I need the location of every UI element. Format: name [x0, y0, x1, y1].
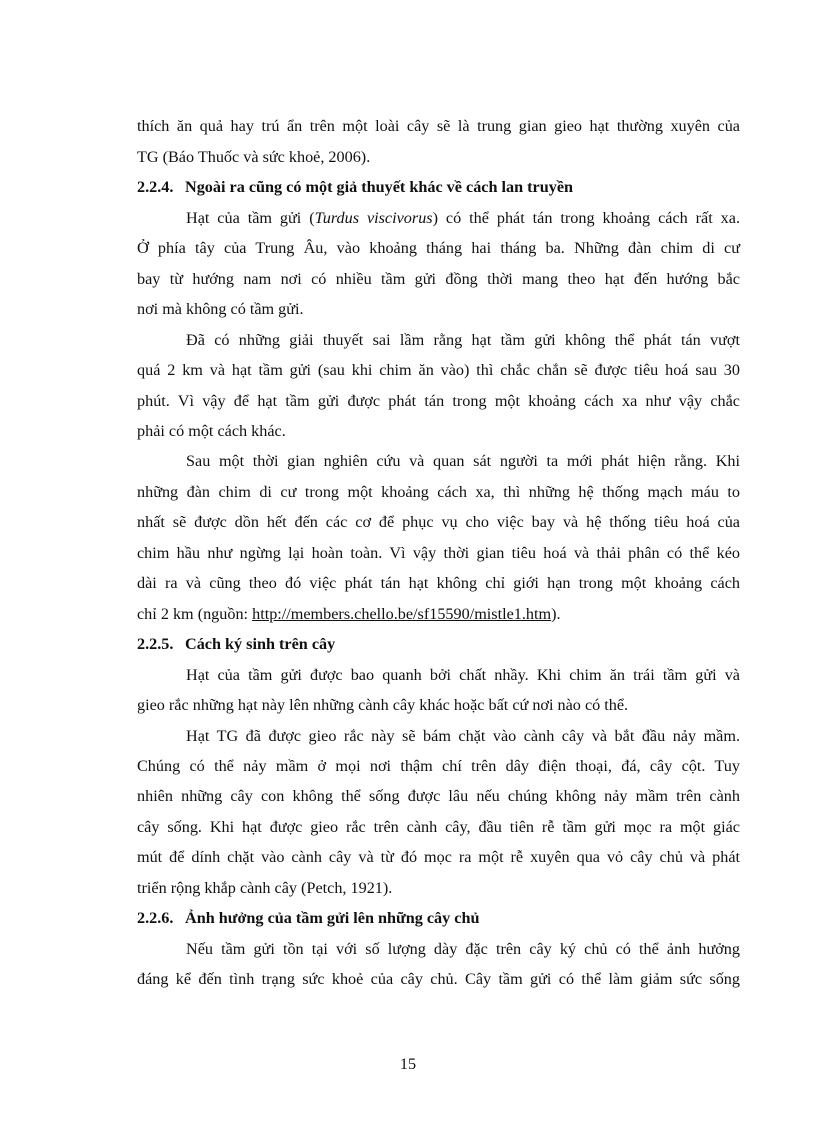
section-number: 2.2.6. [137, 909, 174, 927]
body-line: thích ăn quả hay trú ẩn trên một loài cây sẽ là trung gian gieo hạt thường xuyên của [137, 117, 740, 135]
body-line: Nếu tầm gửi tồn tại với số lượng dày đặc trên cây ký chủ có thể ảnh hưởng [186, 940, 740, 958]
body-line: Chúng có thể nảy mầm ở mọi nơi thậm chí trên dây điện thoại, đá, cây cột. Tuy [137, 757, 740, 775]
body-line: gieo rắc những hạt này lên những cành cây khác hoặc bất cứ nơi nào có thể. [137, 696, 629, 714]
body-line: những đàn chim di cư trong một khoảng cách xa, thì những hệ thống mạch máu to [137, 483, 740, 501]
body-line: Đã có những giải thuyết sai lầm rằng hạt tầm gửi không thể phát tán vượt [186, 331, 740, 349]
body-line: phút. Vì vậy để hạt tầm gửi được phát tán trong một khoảng cách xa như vậy chắc [137, 392, 740, 410]
body-line: nơi mà không có tầm gửi. [137, 300, 304, 318]
text-run: ) có thể phát tán trong khoảng cách rất xa. [432, 209, 740, 227]
source-link[interactable]: http://members.chello.be/sf15590/mistle1.htm [252, 605, 552, 623]
body-line: quá 2 km và hạt tầm gửi (sau khi chim ăn vào) thì chắc chắn sẽ được tiêu hoá sau 30 [137, 361, 740, 379]
section-title: Cách ký sinh trên cây [185, 635, 336, 653]
body-line: Hạt TG đã được gieo rắc này sẽ bám chặt vào cành cây và bắt đầu nảy mầm. [186, 727, 740, 745]
section-title: Ảnh hưởng của tầm gửi lên những cây chủ [185, 909, 480, 927]
species-name: Turdus viscivorus [314, 209, 433, 227]
body-line: Ở phía tây của Trung Âu, vào khoảng tháng hai tháng ba. Những đàn chim di cư [137, 239, 740, 257]
body-line: triển rộng khắp cành cây (Petch, 1921). [137, 879, 393, 897]
section-heading-2-2-4 [137, 177, 740, 197]
text-run: chỉ 2 km (nguồn: [137, 605, 253, 623]
body-line: đáng kể đến tình trạng sức khoẻ của cây chủ. Cây tầm gửi có thể làm giảm sức sống [137, 970, 740, 988]
body-line: chim hầu như ngừng lại hoàn toàn. Vì vậy thời gian tiêu hoá và thải phân có thể kéo [137, 544, 740, 562]
body-line: Sau một thời gian nghiên cứu và quan sát người ta mới phát hiện rằng. Khi [186, 452, 740, 470]
body-line: dài ra và cũng theo đó việc phát tán hạt không chỉ giới hạn trong một khoảng cách [137, 574, 740, 592]
body-line: nhất sẽ được dồn hết đến các cơ để phục vụ cho việc bay và hệ thống tiêu hoá của [137, 513, 740, 531]
body-line: nhiên những cây con không thể sống được lâu nếu chúng không nảy mầm trên cành [137, 787, 740, 805]
section-heading-2-2-6 [137, 908, 740, 928]
body-line: bay từ hướng nam nơi có nhiều tầm gửi đồng thời mang theo hạt đến hướng bắc [137, 270, 740, 288]
body-line [186, 208, 740, 228]
body-line [137, 604, 740, 624]
page-number: 15 [399, 1055, 417, 1073]
text-run: ). [551, 605, 561, 623]
section-heading-2-2-5 [137, 634, 740, 654]
section-number: 2.2.5. [137, 635, 174, 653]
section-title: Ngoài ra cũng có một giả thuyết khác về cách lan truyền [185, 178, 574, 196]
text-run: Hạt của tầm gửi ( [186, 209, 315, 227]
body-line: cây sống. Khi hạt được gieo rắc trên cành cây, đầu tiên rễ tầm gửi mọc ra một giác [137, 818, 740, 836]
body-line: mút để dính chặt vào cành cây và từ đó mọc ra một rễ xuyên qua vỏ cây chủ và phát [137, 848, 740, 866]
section-number: 2.2.4. [137, 178, 174, 196]
body-line: phải có một cách khác. [137, 422, 286, 440]
body-line: Hạt của tầm gửi được bao quanh bởi chất nhầy. Khi chim ăn trái tầm gửi và [186, 666, 740, 684]
body-line: TG (Báo Thuốc và sức khoẻ, 2006). [137, 148, 371, 166]
